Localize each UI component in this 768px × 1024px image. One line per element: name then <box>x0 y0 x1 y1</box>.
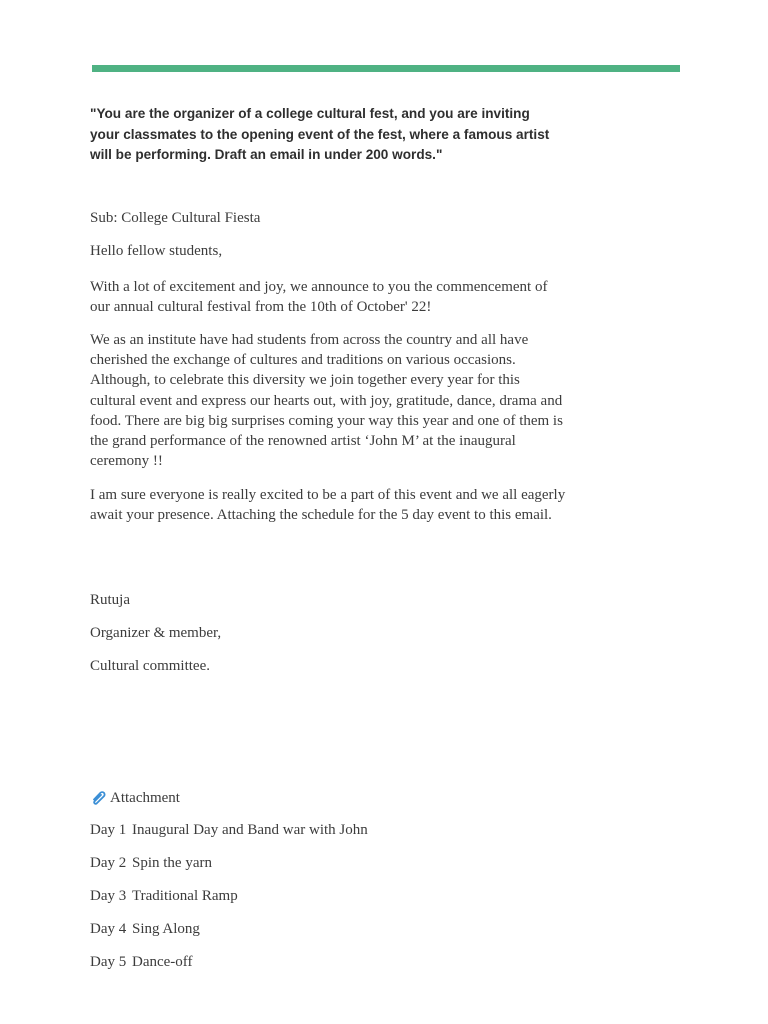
prompt-text: "You are the organizer of a college cultural fest, and you are inviting your classmates to the opening event of the fest, where a famous artist will be performing. Draft an email in under 200 words." <box>90 106 550 162</box>
header-divider <box>92 65 680 72</box>
schedule-item <box>90 888 238 905</box>
schedule-day: Day 1 <box>90 822 127 838</box>
schedule-event: Spin the yarn <box>132 855 212 871</box>
email-paragraph-2: We as an institute have had students from across the country and all have cherished the exchange of cultures and traditions on various occasions. Although, to celebrate this diversity we join together every year for this cultural event and express our hearts out, with joy, gratitude, dance, drama and food. There are big big surprises coming your way this year and one of them is the grand performance of the renowned artist ‘John M’ at the inaugural ceremony !! <box>90 332 563 470</box>
attachment-header <box>90 789 180 807</box>
schedule-item <box>90 921 200 938</box>
schedule-event: Dance-off <box>132 954 193 970</box>
email-paragraph-3: I am sure everyone is really excited to be a part of this event and we all eagerly await your presence. Attaching the schedule for the 5 day event to this email. <box>90 487 566 524</box>
schedule-item <box>90 822 368 839</box>
signature-name: Rutuja <box>90 592 130 608</box>
schedule-event: Inaugural Day and Band war with John <box>132 822 368 838</box>
schedule-event: Traditional Ramp <box>132 888 238 904</box>
schedule-day: Day 4 <box>90 921 127 937</box>
email-greeting: Hello fellow students, <box>90 243 223 259</box>
paperclip-icon <box>90 789 108 805</box>
schedule-item <box>90 855 212 872</box>
email-paragraph-1: With a lot of excitement and joy, we announce to you the commencement of our annual cultural festival from the 10th of October' 22! <box>90 279 548 316</box>
schedule-day: Day 3 <box>90 888 127 904</box>
signature-committee: Cultural committee. <box>90 658 210 674</box>
schedule-day: Day 2 <box>90 855 127 871</box>
email-subject: Sub: College Cultural Fiesta <box>90 210 261 226</box>
attachment-label: Attachment <box>110 790 180 806</box>
schedule-day: Day 5 <box>90 954 127 970</box>
signature-role: Organizer & member, <box>90 625 222 641</box>
schedule-item <box>90 954 193 971</box>
schedule-event: Sing Along <box>132 921 200 937</box>
